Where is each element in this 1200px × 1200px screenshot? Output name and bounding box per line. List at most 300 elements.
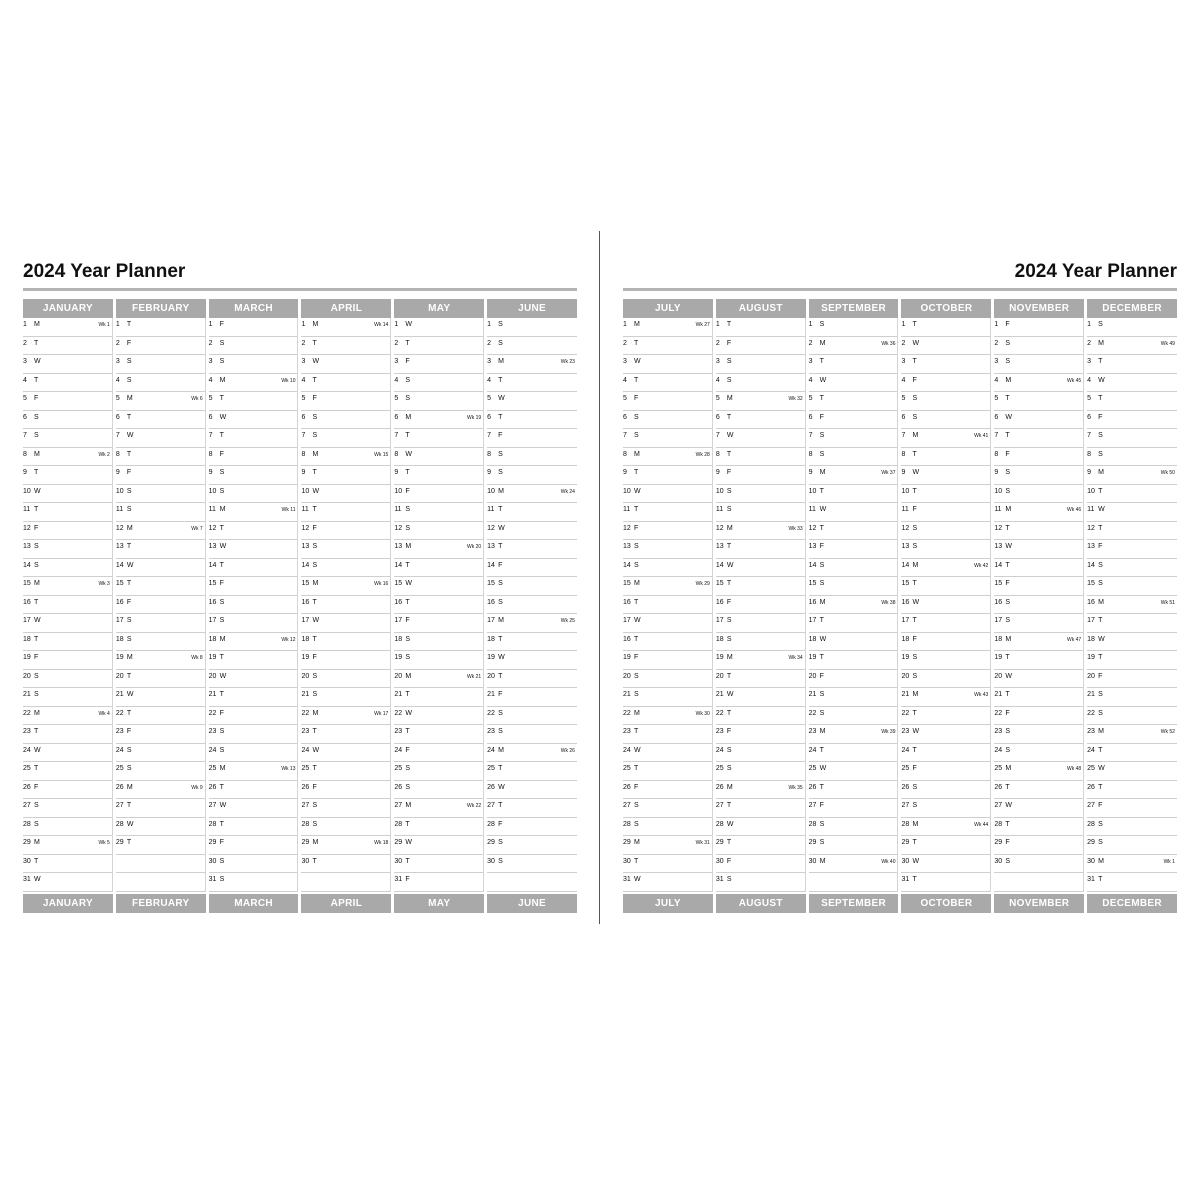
day-number: 20: [994, 672, 1003, 680]
page-divider: [599, 231, 600, 924]
day-letter: M: [498, 487, 504, 495]
day-number: 17: [808, 617, 817, 624]
day-number: 18: [1087, 635, 1095, 643]
day-row: [901, 725, 990, 744]
day-row: [394, 855, 483, 874]
day-row: [487, 577, 577, 596]
day-row: [1087, 448, 1177, 467]
day-number: 19: [487, 654, 495, 661]
day-row: [394, 614, 483, 633]
day-row: [901, 873, 990, 892]
day-letter: W: [312, 358, 320, 365]
day-number: 8: [994, 450, 999, 458]
day-number: 19: [301, 654, 310, 661]
week-number: Wk 17: [374, 710, 389, 717]
day-row: [901, 318, 990, 337]
day-row: [623, 725, 712, 744]
day-letter: S: [219, 728, 225, 735]
day-number: 29: [115, 839, 124, 846]
month-footer: APRIL: [301, 894, 391, 913]
day-letter: S: [498, 469, 503, 476]
day-row: [901, 688, 990, 707]
day-row: [901, 448, 990, 467]
day-letter: F: [912, 506, 917, 513]
day-row: [487, 633, 577, 652]
day-letter: S: [819, 580, 825, 587]
day-number: 28: [487, 820, 495, 828]
day-number: 25: [1087, 765, 1095, 772]
day-row: [23, 522, 112, 541]
day-row: [623, 818, 712, 837]
week-number: Wk 34: [788, 655, 803, 661]
day-number: 30: [208, 857, 217, 865]
day-row: [809, 651, 898, 670]
week-number: Wk 47: [1066, 636, 1082, 643]
day-row: [716, 818, 805, 837]
day-letter: T: [1098, 524, 1103, 532]
day-row: [23, 503, 112, 522]
day-letter: T: [819, 487, 824, 495]
day-row: [1087, 485, 1177, 504]
day-number: 28: [901, 820, 910, 828]
day-letter: T: [219, 654, 224, 661]
day-number: 4: [301, 376, 306, 384]
day-number: 26: [901, 783, 910, 791]
day-letter: T: [219, 395, 224, 402]
week-number: Wk 51: [1160, 599, 1175, 606]
day-number: 18: [301, 635, 310, 643]
day-number: 15: [301, 580, 310, 587]
week-number: Wk 52: [1160, 729, 1175, 735]
day-number: 5: [394, 395, 399, 402]
day-letter: F: [312, 524, 317, 532]
day-letter: S: [726, 358, 732, 365]
day-letter: M: [819, 339, 826, 347]
day-number: 14: [1087, 561, 1095, 569]
day-number: 9: [23, 469, 27, 476]
day-letter: S: [126, 506, 132, 513]
month-column-february: [116, 299, 206, 913]
day-row: [209, 855, 298, 874]
day-row: [301, 355, 390, 374]
day-row: [623, 485, 712, 504]
week-number: Wk 35: [788, 784, 803, 791]
day-row: [809, 670, 898, 689]
month-header: OCTOBER: [901, 299, 991, 318]
day-letter: W: [405, 580, 412, 587]
day-row: [994, 318, 1083, 337]
day-letter: S: [34, 432, 39, 439]
day-letter: T: [34, 469, 39, 476]
day-row: [809, 688, 898, 707]
title-rule: [623, 288, 1177, 291]
day-letter: S: [819, 450, 825, 458]
day-number: 20: [208, 672, 217, 680]
day-row: [901, 540, 990, 559]
day-letter: S: [634, 672, 639, 680]
day-letter: M: [634, 450, 640, 458]
day-number: 21: [487, 691, 495, 698]
day-row: [809, 762, 898, 781]
day-number: 6: [994, 413, 999, 421]
day-number: 21: [808, 691, 817, 698]
day-row: [116, 707, 205, 726]
day-letter: T: [634, 376, 639, 384]
day-letter: F: [1098, 413, 1103, 421]
day-letter: T: [819, 783, 824, 791]
day-number: 4: [808, 376, 813, 384]
day-row: [209, 670, 298, 689]
day-row: [1087, 466, 1177, 485]
day-letter: T: [405, 820, 410, 828]
day-number: 30: [487, 857, 495, 865]
day-row: [1087, 559, 1177, 578]
day-letter: M: [312, 709, 319, 717]
week-number: Wk 22: [466, 803, 482, 809]
day-row: [994, 744, 1083, 763]
day-letter: T: [819, 524, 824, 532]
day-number: 6: [487, 413, 492, 421]
day-row: [901, 337, 990, 356]
day-letter: M: [912, 820, 919, 828]
day-letter: S: [312, 543, 318, 550]
day-row: [23, 448, 112, 467]
week-number: Wk 20: [466, 544, 482, 550]
day-row: [1087, 799, 1177, 818]
day-letter: T: [726, 543, 732, 550]
day-number: 15: [901, 580, 910, 587]
day-number: 23: [901, 728, 910, 735]
day-letter: F: [312, 654, 317, 661]
day-row: [623, 781, 712, 800]
day-letter: M: [405, 543, 412, 550]
day-letter: T: [1005, 783, 1010, 791]
day-letter: T: [1005, 691, 1010, 698]
day-number: 16: [115, 598, 124, 606]
day-number: 2: [994, 339, 999, 347]
day-number: 19: [901, 654, 910, 661]
month-column-july: [623, 299, 713, 913]
day-letter: T: [126, 450, 132, 458]
day-row: [1087, 855, 1177, 874]
day-letter: S: [219, 746, 225, 754]
day-row: [209, 411, 298, 430]
day-letter: T: [34, 857, 39, 865]
day-letter: S: [1005, 339, 1010, 347]
day-row: [23, 855, 112, 874]
day-letter: S: [912, 413, 918, 421]
day-letter: W: [1098, 506, 1105, 513]
day-number: 17: [208, 617, 217, 624]
day-letter: T: [34, 635, 39, 643]
day-letter: S: [498, 598, 503, 606]
day-row: [901, 392, 990, 411]
day-number: 19: [623, 654, 631, 661]
day-number: 17: [115, 617, 124, 624]
day-row: [623, 374, 712, 393]
day-row: [623, 411, 712, 430]
day-row: [994, 855, 1083, 874]
day-number: 13: [901, 543, 910, 550]
day-row: [1087, 688, 1177, 707]
day-letter: S: [726, 506, 732, 513]
day-row: [209, 429, 298, 448]
day-row: [716, 836, 805, 855]
day-number: 2: [208, 339, 213, 347]
day-number: 3: [487, 358, 492, 365]
day-letter: W: [912, 857, 920, 865]
day-letter: S: [126, 746, 132, 754]
day-row: [394, 374, 483, 393]
day-number: 26: [715, 783, 724, 791]
title-rule: [23, 288, 577, 291]
day-number: 14: [715, 561, 724, 569]
day-number: 23: [623, 728, 631, 735]
week-number: Wk 49: [1160, 340, 1175, 347]
day-number: 14: [994, 561, 1003, 569]
day-number: 25: [715, 765, 724, 772]
day-number: 27: [623, 802, 631, 809]
day-letter: W: [634, 617, 641, 624]
day-row: [994, 448, 1083, 467]
month-footer: AUGUST: [716, 894, 806, 913]
day-number: 9: [115, 469, 120, 476]
months-grid: [623, 299, 1177, 913]
day-number: 8: [808, 450, 813, 458]
day-number: 7: [994, 432, 999, 439]
day-row: [116, 744, 205, 763]
week-number: Wk 45: [1066, 377, 1082, 384]
day-letter: S: [726, 635, 732, 643]
day-number: 12: [901, 524, 910, 532]
day-letter: W: [634, 358, 641, 365]
day-row: [23, 873, 112, 892]
day-number: 4: [901, 376, 906, 384]
day-number: 8: [623, 450, 627, 458]
day-row: [116, 411, 205, 430]
day-letter: W: [1098, 765, 1105, 772]
day-number: 24: [487, 746, 495, 754]
day-row: [809, 466, 898, 485]
day-letter: F: [912, 635, 917, 643]
day-row: [1087, 818, 1177, 837]
day-letter: S: [634, 561, 639, 569]
day-number: 17: [1087, 617, 1095, 624]
day-row: [901, 522, 990, 541]
day-letter: S: [1098, 839, 1103, 846]
week-number: Wk 23: [560, 359, 575, 365]
day-letter: T: [34, 376, 39, 384]
day-number: 22: [1087, 709, 1095, 717]
day-letter: W: [726, 561, 734, 569]
day-letter: F: [1005, 839, 1010, 846]
day-letter: W: [912, 728, 920, 735]
day-number: 3: [115, 358, 120, 365]
day-number: 2: [115, 339, 120, 347]
day-number: 24: [208, 746, 217, 754]
day-letter: M: [219, 635, 226, 643]
day-letter: S: [219, 469, 225, 476]
day-number: 11: [901, 506, 909, 513]
day-letter: M: [726, 783, 733, 791]
day-letter: M: [498, 746, 504, 754]
day-number: 19: [1087, 654, 1095, 661]
day-row: [301, 559, 390, 578]
day-row: [487, 337, 577, 356]
day-number: 23: [208, 728, 217, 735]
day-row: [209, 596, 298, 615]
day-letter: M: [912, 561, 919, 569]
day-number: 20: [808, 672, 817, 680]
day-number: 9: [715, 469, 720, 476]
day-number: 11: [623, 506, 631, 513]
day-row: [394, 670, 483, 689]
day-number: 30: [623, 857, 631, 865]
day-number: 8: [487, 450, 492, 458]
day-letter: S: [819, 561, 825, 569]
day-row: [901, 651, 990, 670]
day-number: 14: [301, 561, 310, 569]
day-number: 3: [901, 358, 906, 365]
day-number: 2: [715, 339, 720, 347]
day-row: [901, 429, 990, 448]
day-number: 12: [208, 524, 217, 532]
day-letter: S: [498, 450, 503, 458]
day-number: 25: [808, 765, 817, 772]
day-row: [394, 799, 483, 818]
day-letter: S: [498, 728, 503, 735]
day-row: [716, 873, 805, 892]
day-row: [1087, 836, 1177, 855]
day-number: 14: [901, 561, 910, 569]
day-row: [487, 596, 577, 615]
day-row: [23, 392, 112, 411]
day-row: [716, 522, 805, 541]
day-number: 12: [487, 524, 495, 532]
day-row: [394, 781, 483, 800]
day-number: 5: [994, 395, 999, 402]
day-letter: W: [405, 450, 412, 458]
day-row: [394, 485, 483, 504]
month-footer: MARCH: [209, 894, 299, 913]
month-column-march: [209, 299, 299, 913]
day-letter: S: [726, 765, 732, 772]
day-letter: M: [219, 376, 226, 384]
day-row: [116, 392, 205, 411]
day-number: 29: [623, 839, 631, 846]
page-title: 2024 Year Planner: [23, 261, 186, 282]
planner-page-left: [23, 258, 577, 913]
day-row: [301, 725, 390, 744]
day-row: [116, 596, 205, 615]
day-letter: T: [405, 432, 410, 439]
day-number: 13: [23, 543, 31, 550]
day-number: 25: [394, 765, 403, 772]
day-row: [487, 744, 577, 763]
day-letter: T: [819, 617, 824, 624]
day-letter: F: [1005, 450, 1010, 458]
day-number: 5: [487, 395, 492, 402]
day-row: [23, 633, 112, 652]
day-letter: W: [819, 635, 827, 643]
week-number: Wk 46: [1066, 507, 1082, 513]
day-row: [394, 318, 483, 337]
day-number: 16: [208, 598, 217, 606]
day-letter: W: [1005, 672, 1012, 680]
day-number: 14: [487, 561, 495, 569]
day-number: 21: [394, 691, 403, 698]
day-row: [623, 596, 712, 615]
day-number: 27: [808, 802, 817, 809]
day-row: [716, 318, 805, 337]
week-number: Wk 19: [466, 414, 482, 421]
day-row: [623, 688, 712, 707]
day-letter: M: [405, 672, 412, 680]
week-number: Wk 21: [466, 673, 482, 680]
day-number: 27: [208, 802, 217, 809]
day-row: [116, 855, 205, 874]
day-row: [209, 522, 298, 541]
day-row: [301, 818, 390, 837]
day-row: [994, 836, 1083, 855]
day-list: [23, 318, 113, 892]
day-number: 31: [623, 876, 631, 883]
day-number: 29: [301, 839, 310, 846]
day-number: 9: [623, 469, 627, 476]
day-row: [209, 337, 298, 356]
day-row: [809, 355, 898, 374]
day-number: 11: [715, 506, 724, 513]
day-number: 28: [623, 820, 631, 828]
day-number: 29: [994, 839, 1003, 846]
day-letter: S: [1005, 857, 1010, 865]
day-number: 29: [808, 839, 817, 846]
day-number: 1: [901, 321, 906, 328]
day-number: 2: [301, 339, 306, 347]
day-number: 21: [1087, 691, 1095, 698]
day-row: [209, 633, 298, 652]
day-row: [116, 633, 205, 652]
day-letter: M: [726, 654, 733, 661]
day-number: 19: [23, 654, 31, 661]
day-row: [209, 651, 298, 670]
day-number: 21: [301, 691, 310, 698]
day-row: [994, 725, 1083, 744]
day-letter: T: [1005, 561, 1010, 569]
day-letter: M: [912, 691, 919, 698]
day-row: [116, 873, 205, 892]
day-letter: T: [34, 728, 39, 735]
day-row: [716, 374, 805, 393]
day-letter: M: [1098, 469, 1104, 476]
month-column-september: [809, 299, 899, 913]
day-number: 9: [394, 469, 399, 476]
day-letter: W: [219, 543, 227, 550]
day-number: 31: [715, 876, 724, 883]
day-row: [301, 614, 390, 633]
day-number: 12: [623, 524, 631, 532]
day-number: 21: [994, 691, 1003, 698]
day-row: [994, 688, 1083, 707]
day-letter: T: [1098, 487, 1103, 495]
day-number: 26: [1087, 783, 1095, 791]
day-number: 22: [901, 709, 910, 717]
day-row: [1087, 614, 1177, 633]
week-number: Wk 50: [1160, 470, 1175, 476]
day-letter: T: [219, 820, 224, 828]
day-letter: T: [126, 580, 132, 587]
day-letter: M: [34, 709, 40, 717]
